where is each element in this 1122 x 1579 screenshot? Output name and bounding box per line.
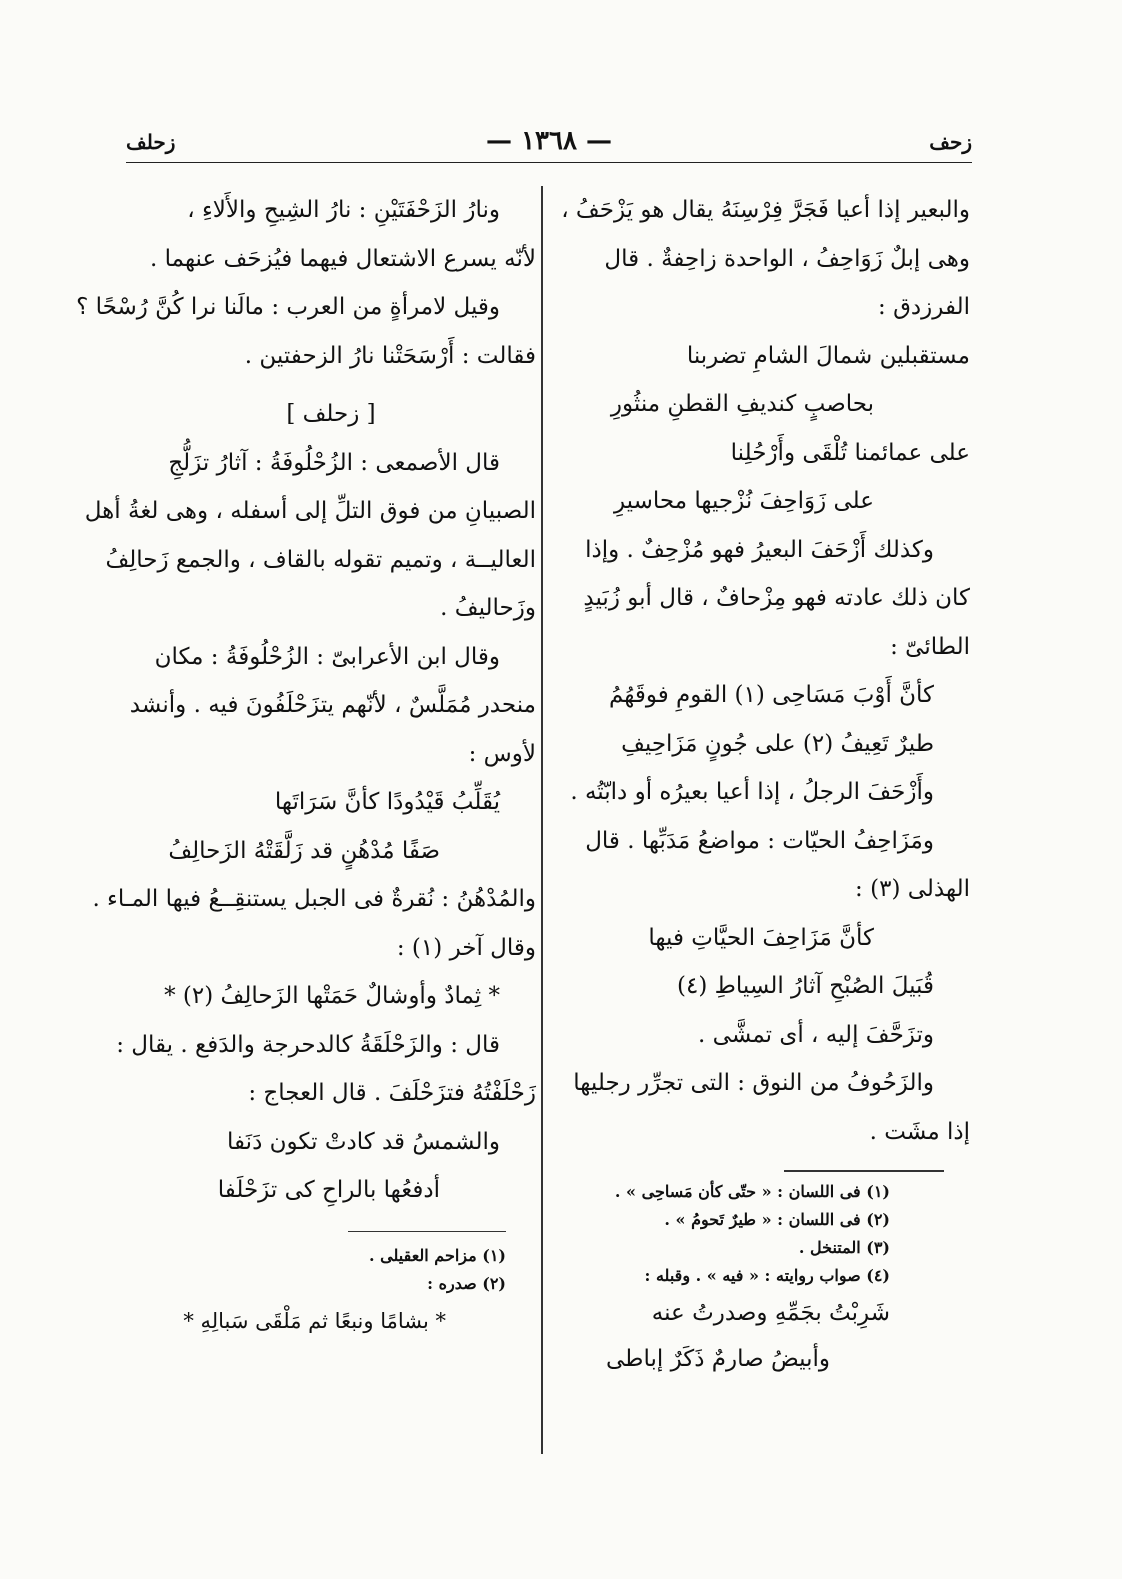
footnote: (١) فى اللسان : « حتّى كأن مَساحِى » . bbox=[614, 1181, 890, 1201]
text-line: الصبيانِ من فوق التلِّ إلى أسفله ، وهى لغةُ أهل bbox=[84, 498, 536, 524]
footnote: (٣) المتنخل . bbox=[798, 1237, 890, 1257]
footnote-verse: شَرِبْتُ بجَمِّهِ وصدرتُ عنه bbox=[651, 1299, 890, 1326]
text-line: وهى إبلٌ زَوَاحِفُ ، الواحدة زاحِفةٌ . قال bbox=[604, 245, 970, 272]
text-line: ونارُ الزَحْفَتَيْنِ : نارُ الشِيحِ والأَلاءِ ، bbox=[187, 197, 500, 223]
text-line: وزَحاليفُ . bbox=[440, 595, 536, 621]
verse-line: بحاصبٍ كنديفِ القطنِ منثُورِ bbox=[610, 391, 874, 417]
page-header bbox=[126, 126, 972, 163]
verse-line: كأنَّ مَزَاحِفَ الحيَّاتِ فيها bbox=[648, 924, 874, 951]
header-left-keyword: زحلف bbox=[126, 130, 176, 154]
text-line: الهذلى (٣) : bbox=[855, 876, 970, 902]
right-footnotes bbox=[556, 1170, 970, 1382]
text-line: كان ذلك عادته فهو مِزْحافٌ ، قال أبو زُبَيدٍ bbox=[583, 585, 970, 611]
text-line: قال الأصمعى : الزُحْلُوفَةُ : آثارُ تزَلُّجِ bbox=[168, 449, 500, 476]
left-footnotes bbox=[126, 1231, 536, 1345]
verse-line: أدفعُها بالراحِ كى تزَحْلَفا bbox=[217, 1177, 440, 1203]
text-line: ومَزَاحِفُ الحيّات : مواضعُ مَدَبِّها . قال bbox=[585, 827, 934, 854]
text-line: منحدر مُمَلَّسٌ ، لأنّهم يتزَحْلَفُونَ فيه . وأنشد bbox=[129, 692, 536, 718]
text-line: الطائىّ : bbox=[890, 633, 970, 660]
page-number: — ١٣٦٨ — bbox=[486, 126, 612, 156]
text-line: فقالت : أَرْسَحَتْنا نارُ الزحفتين . bbox=[244, 342, 536, 369]
right-column bbox=[556, 186, 970, 1382]
verse-line: قُبَيلَ الصُبْحِ آثارُ السِياطِ (٤) bbox=[676, 973, 934, 999]
text-line: وكذلك أَزْحَفَ البعيرُ فهو مُزْحِفٌ . وإذا bbox=[585, 536, 934, 563]
footnote-verse: * بشامًا ونبعًا ثم مَلْقَى سَبالِهِ * bbox=[183, 1309, 446, 1333]
text-line: وأَزْحَفَ الرجلُ ، إذا أعيا بعيرُه أو دابّتُه . bbox=[570, 779, 934, 805]
verse-line: يُقَلِّبُ قَيْدُودًا كأنَّ سَرَاتَها bbox=[274, 789, 500, 815]
text-line: وقال آخر (١) : bbox=[396, 934, 536, 961]
left-column-body bbox=[76, 186, 536, 1215]
text-line: وقيل لامرأةٍ من العرب : مالَنا نرا كُنَّ رُسْحًا ؟ bbox=[76, 294, 500, 320]
text-line: الفرزدق : bbox=[878, 294, 970, 320]
text-line: وتزَحَّفَ إليه ، أى تمشَّى . bbox=[698, 1021, 934, 1048]
text-line: مستقبلين شمالَ الشامِ تضربنا bbox=[686, 342, 970, 369]
text-line: لأنّه يسرع الاشتعال فيهما فيُزحَف عنهما . bbox=[150, 245, 536, 272]
entry-heading: [ زحلف ] bbox=[286, 401, 376, 427]
verse-line: * ثِمادٌ وأوشالٌ حَمَتْها الزَحالِفُ (٢) * bbox=[164, 983, 500, 1009]
text-line: إذا مشَت . bbox=[869, 1118, 970, 1145]
footnote: (٢) فى اللسان : « طيرٌ تَحومُ » . bbox=[664, 1209, 890, 1229]
header-right-keyword: زحف bbox=[929, 130, 972, 154]
footnote-verse: وأبيضُ صارمٌ ذَكَرٌ إباطى bbox=[606, 1345, 830, 1372]
verse-line: صَفًا مُدْهُنٍ قد زَلَّقَتْهُ الزَحالِفُ bbox=[168, 837, 440, 864]
column-divider bbox=[541, 186, 543, 1454]
text-line: زَحْلَفْتُهُ فتزَحْلَفَ . قال العجاج : bbox=[248, 1080, 536, 1106]
text-line: والزَحُوفُ من النوق : التى تجرِّر رجليها bbox=[573, 1070, 934, 1096]
verse-line: والشمسُ قد كادتْ تكون دَنَفا bbox=[227, 1128, 500, 1155]
text-line: قال : والزَحْلَقَةُ كالدحرجة والدَفع . يقال : bbox=[116, 1031, 500, 1058]
left-column bbox=[76, 186, 536, 1344]
footnote-rule bbox=[784, 1170, 944, 1172]
text-line: وقال ابن الأعرابىّ : الزُحْلُوفَةُ : مكان bbox=[154, 643, 500, 670]
footnote: (٤) صواب روايته : « فيه » . وقبله : bbox=[644, 1265, 890, 1285]
verse-line: على زَوَاحِفَ نُزْجيها محاسيرِ bbox=[613, 488, 874, 514]
footnote-rule bbox=[348, 1231, 506, 1233]
text-line: لأوس : bbox=[468, 740, 536, 767]
right-column-body bbox=[556, 186, 970, 1156]
verse-line: طيرٌ تَعِيفُ (٢) على جُونٍ مَزَاحِيفِ bbox=[621, 730, 934, 757]
text-line: العاليــة ، وتميم تقوله بالقاف ، والجمع زَحالِفُ bbox=[105, 546, 536, 573]
verse-line: كأنَّ أَوْبَ مَسَاحِى (١) القومِ فوقَهُمُ bbox=[608, 682, 934, 708]
footnote: (٢) صدره : bbox=[427, 1274, 506, 1293]
footnote: (١) مزاحم العقيلى . bbox=[369, 1246, 506, 1265]
text-line: على عمائمنا تُلْقَى وأَرْحُلِنا bbox=[730, 439, 970, 466]
text-line: والمُدْهُنُ : نُقرةٌ فى الجبل يستنقِــعُ فيها المـاء . bbox=[92, 886, 536, 912]
text-line: والبعير إذا أعيا فَجَرَّ فِرْسِنَهُ يقال هو يَزْحَفُ ، bbox=[561, 197, 970, 223]
